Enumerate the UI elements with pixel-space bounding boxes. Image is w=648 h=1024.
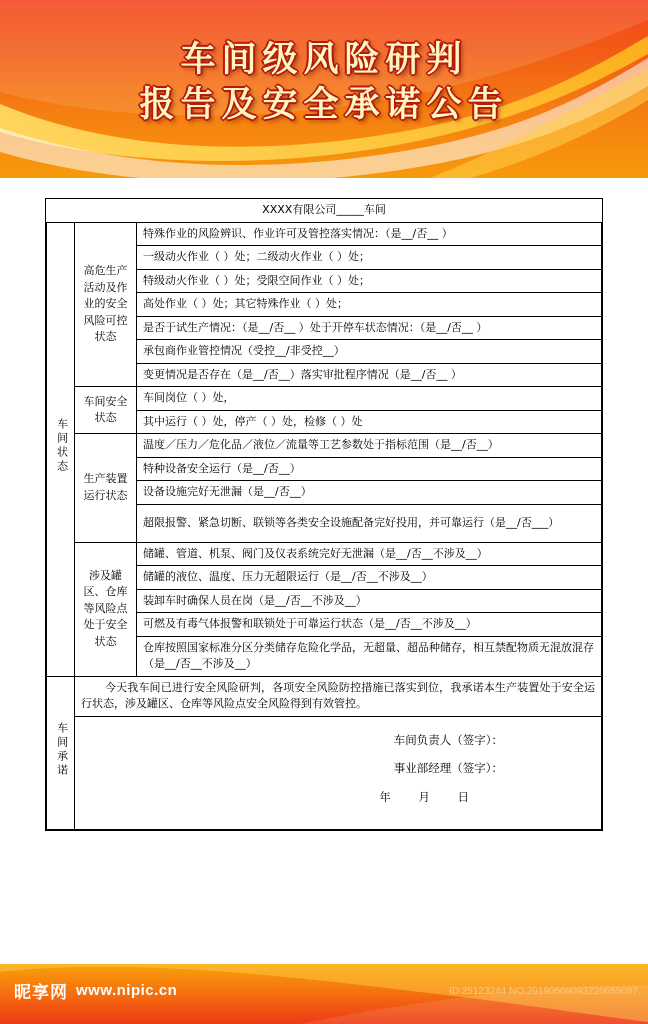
group-label-3: 涉及罐区、仓库等风险点处于安全状态 xyxy=(75,542,137,676)
report-table xyxy=(46,199,602,830)
image-id-text: ID:25123244 NO:20190509093220655087 xyxy=(448,986,638,997)
group-label-2: 生产装置运行状态 xyxy=(75,434,137,543)
item-0-2: 特级动火作业（ ）处；受限空间作业（ ）处； xyxy=(137,269,602,293)
header-banner xyxy=(0,0,648,178)
site-brand xyxy=(14,978,177,1003)
item-0-4: 是否于试生产情况：（是__/否__ ）处于开停车状态情况：（是__/否__ ） xyxy=(137,316,602,340)
promise-text: 今天我车间已进行安全风险研判，各项安全风险防控措施已落实到位，我承诺本生产装置处于安全运行状态，涉及罐区、仓库等风险点安全风险得到有效管控。 xyxy=(75,676,602,716)
item-2-1: 特种设备安全运行（是__/否__） xyxy=(137,457,602,481)
group-label-0: 高危生产活动及作业的安全风险可控状态 xyxy=(75,222,137,387)
signature-division-manager: 事业部经理（签字）： xyxy=(393,761,503,776)
item-0-6: 变更情况是否存在（是__/否__）落实审批程序情况（是__/否__ ） xyxy=(137,363,602,387)
item-0-5: 承包商作业管控情况（受控__/非受控__） xyxy=(137,340,602,364)
brand-url: www.nipic.cn xyxy=(76,982,178,999)
sheet-header-company: XXXX有限公司_____车间 xyxy=(47,199,602,222)
table-row xyxy=(47,199,602,222)
item-2-2: 设备设施完好无泄漏（是__/否__） xyxy=(137,481,602,505)
item-3-2: 装卸车时确保人员在岗（是__/否__不涉及__） xyxy=(137,589,602,613)
brand-name-cn: 昵享网 xyxy=(14,983,68,1003)
item-0-0: 特殊作业的风险辨识、作业许可及管控落实情况：（是__/否__ ） xyxy=(137,222,602,246)
item-3-4: 仓库按照国家标准分区分类储存危险化学品，无超量、超品种储存，相互禁配物质无混放混存（是__/否__不涉及__） xyxy=(137,636,602,676)
item-2-3: 超限报警、紧急切断、联锁等各类安全设施配备完好投用，并可靠运行（是__/否___） xyxy=(137,504,602,542)
item-2-0: 温度／压力／危化品／液位／流量等工艺参数处于指标范围（是__/否__） xyxy=(137,434,602,458)
signature-date-line: 年 月 日 xyxy=(379,790,481,804)
group-label-1: 车间安全状态 xyxy=(75,387,137,434)
row-label-workshop-state: 车间状态 xyxy=(47,222,75,676)
item-0-1: 一级动火作业（ ）处；二级动火作业（ ）处； xyxy=(137,246,602,270)
item-3-1: 储罐的液位、温度、压力无超限运行（是__/否__不涉及__） xyxy=(137,566,602,590)
item-3-0: 储罐、管道、机泵、阀门及仪表系统完好无泄漏（是__/否__不涉及__） xyxy=(137,542,602,566)
poster-title xyxy=(0,38,648,128)
table-row xyxy=(47,434,602,458)
table-row xyxy=(47,716,602,829)
item-0-3: 高处作业（ ）处；其它特殊作业（ ）处； xyxy=(137,293,602,317)
row-label-workshop-promise: 车间承诺 xyxy=(47,676,75,829)
report-sheet xyxy=(45,198,603,831)
footer-bar xyxy=(0,964,648,1024)
item-1-1: 其中运行（ ）处，停产（ ）处，检修（ ）处 xyxy=(137,410,602,434)
title-line-2: 报告及安全承诺公告 xyxy=(139,84,509,125)
table-row xyxy=(47,222,602,246)
item-3-3: 可燃及有毒气体报警和联锁处于可靠运行状态（是__/否__不涉及__） xyxy=(137,613,602,637)
item-1-0: 车间岗位（ ）处， xyxy=(137,387,602,411)
signature-workshop-lead: 车间负责人（签字）： xyxy=(393,732,503,747)
signature-block xyxy=(75,716,602,829)
title-line-1: 车间级风险研判 xyxy=(180,40,468,80)
table-row xyxy=(47,387,602,411)
table-row xyxy=(47,676,602,716)
table-row xyxy=(47,542,602,566)
